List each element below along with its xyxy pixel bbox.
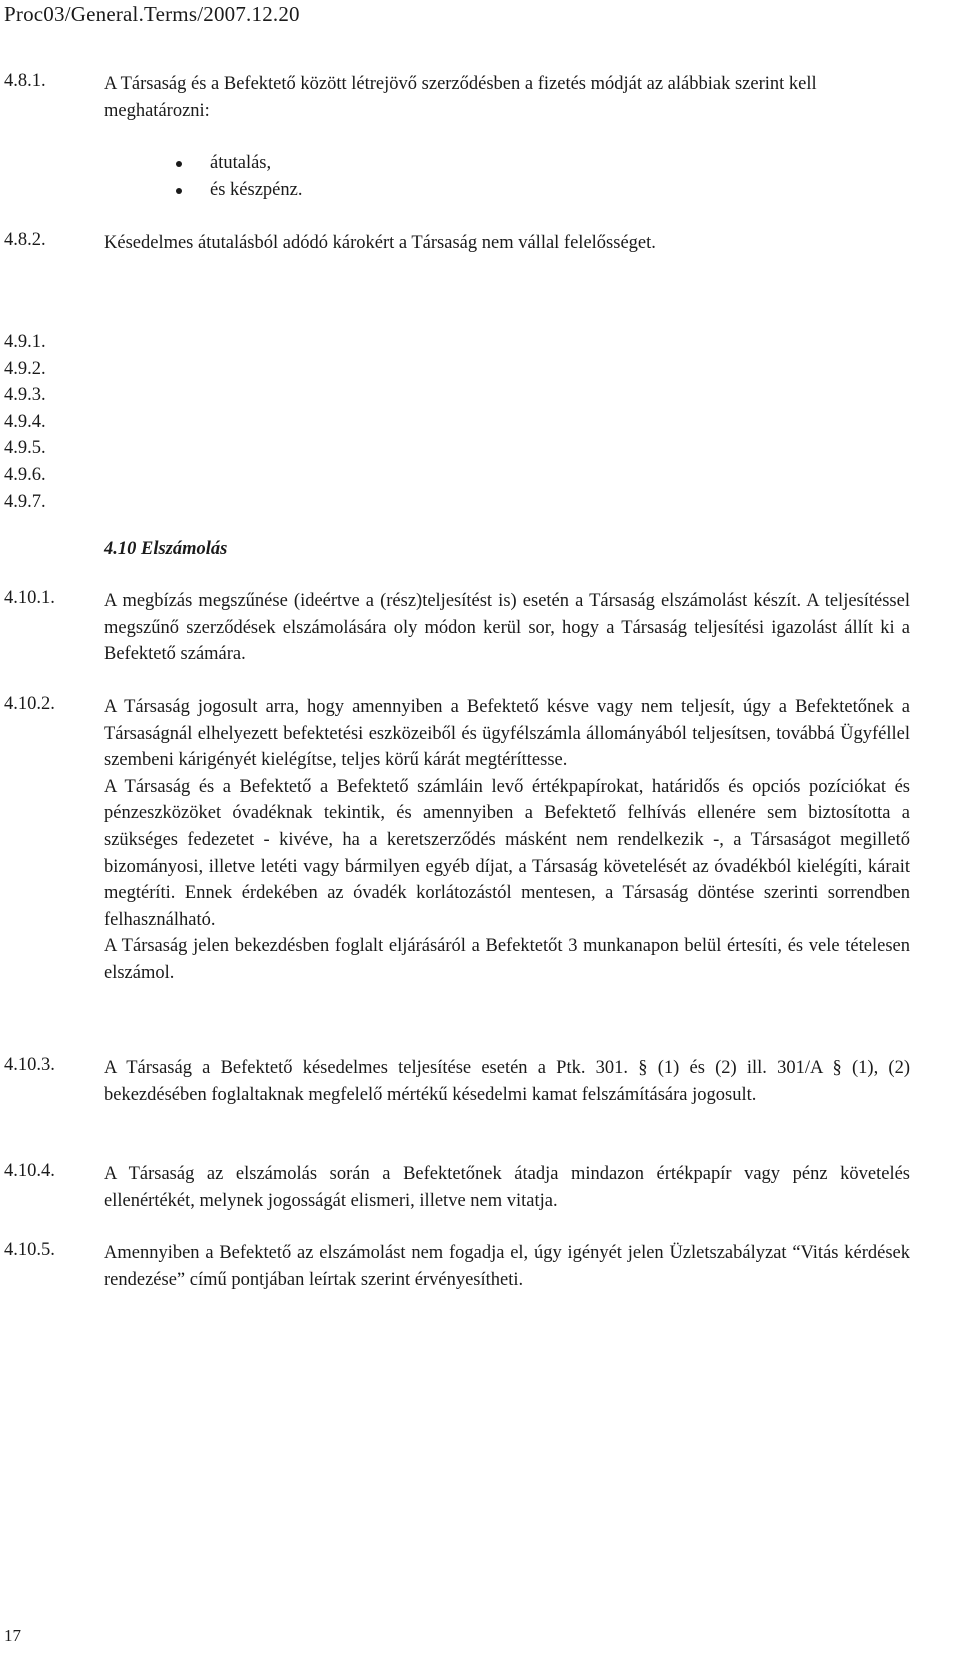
- paragraph: Késedelmes átutalásból adódó károkért a Társaság nem vállal felelősséget.: [104, 233, 656, 253]
- list-item: és készpénz.: [172, 177, 302, 204]
- section-4-8-1: [4, 71, 910, 124]
- section-text: [104, 1240, 910, 1293]
- paragraph: A Társaság az elszámolás során a Befektetőnek átadja mindazon értékpapír vagy pénz követelés ellenértékét, melynek jogosságát elismeri, illetve nem vitatja.: [104, 1164, 910, 1211]
- paragraph: A Társaság és a Befektető között létrejövő szerződésben a fizetés módját az alábbiak szerint kell meghatározni:: [104, 74, 817, 121]
- section-text: [104, 71, 910, 124]
- section-number: 4.9.6.: [4, 464, 46, 485]
- section-4-9-numbers: [4, 329, 46, 515]
- section-number: 4.9.2.: [4, 358, 46, 379]
- paragraph: A Társaság jelen bekezdésben foglalt eljárásáról a Befektetőt 3 munkanapon belül értesíti, és vele tételesen elszámol.: [104, 936, 910, 983]
- payment-method-list: [172, 150, 302, 203]
- paragraph: Amennyiben a Befektető az elszámolást nem fogadja el, úgy igényét jelen Üzletszabályzat “Vitás kérdések rendezése” című pontjában leírtak szerint érvényesítheti.: [104, 1243, 910, 1290]
- section-number: 4.9.1.: [4, 332, 46, 352]
- page-number: 17: [4, 1626, 21, 1645]
- section-4-10-3: [4, 1055, 910, 1108]
- section-text: [104, 1161, 910, 1214]
- document-header: Proc03/General.Terms/2007.12.20: [4, 2, 300, 26]
- section-number: 4.10.2.: [4, 694, 55, 714]
- section-text: [104, 230, 910, 257]
- section-4-10-2: [4, 694, 910, 987]
- section-number: 4.9.7.: [4, 491, 46, 512]
- section-4-8-2: [4, 230, 910, 257]
- section-text: [104, 694, 910, 987]
- section-text: [104, 1055, 910, 1108]
- section-number: 4.10.5.: [4, 1240, 55, 1260]
- section-number: 4.8.2.: [4, 230, 46, 250]
- section-title: 4.10 Elszámolás: [104, 539, 228, 559]
- section-number: 4.8.1.: [4, 71, 46, 91]
- section-number: 4.10.3.: [4, 1055, 55, 1075]
- section-number: 4.9.5.: [4, 438, 46, 459]
- section-4-10-5: [4, 1240, 910, 1293]
- section-4-10-1: [4, 588, 910, 668]
- list-item: átutalás,: [172, 150, 302, 177]
- paragraph: A megbízás megszűnése (ideértve a (rész)teljesítést is) esetén a Társaság elszámolást készít. A teljesítéssel megszűnő szerződések elszámolására oly módon kerül sor, hogy a Társaság teljesítési igazolást állít ki a Befektető számára.: [104, 591, 910, 665]
- section-number: 4.10.4.: [4, 1161, 55, 1181]
- section-4-10-4: [4, 1161, 910, 1214]
- section-number: 4.10.1.: [4, 588, 55, 608]
- section-number: 4.9.4.: [4, 411, 46, 432]
- paragraph: A Társaság a Befektető késedelmes teljesítése esetén a Ptk. 301. § (1) és (2) ill. 301/A § (1), (2) bekezdésében foglaltaknak megfelelő mértékű késedelmi kamat felszámítására jogosult.: [104, 1058, 910, 1105]
- section-number: 4.9.3.: [4, 385, 46, 406]
- paragraph: A Társaság jogosult arra, hogy amennyiben a Befektető késve vagy nem teljesít, úgy a Befektetőnek a Társaságnál elhelyezett befektetési eszközeiből és ügyfélszámla állományából teljesítsen, továbbá Ügyféllel szembeni kárigényét kielégítse, teljes körű kárát megtéríttesse.: [104, 697, 910, 771]
- paragraph: A Társaság és a Befektető a Befektető számláin levő értékpapírokat, határidős és opciós pozíciókat és pénzeszközöket óvadéknak tekintik, és amennyiben a Befektető felhívás ellenére sem biztosította a szükséges fedezetet - kivéve, ha a keretszerződés másként nem rendelkezik -, a Társaságot megillető bizományosi, illetve letéti vagy bármilyen egyéb díjat, a Társaság követelését az óvadékból kielégíti, kárait megtéríti. Ennek érdekében az óvadék korlátozástól mentesen, a Társaság döntése szerinti sorrendben felhasználható.: [104, 776, 910, 930]
- section-text: [104, 588, 910, 668]
